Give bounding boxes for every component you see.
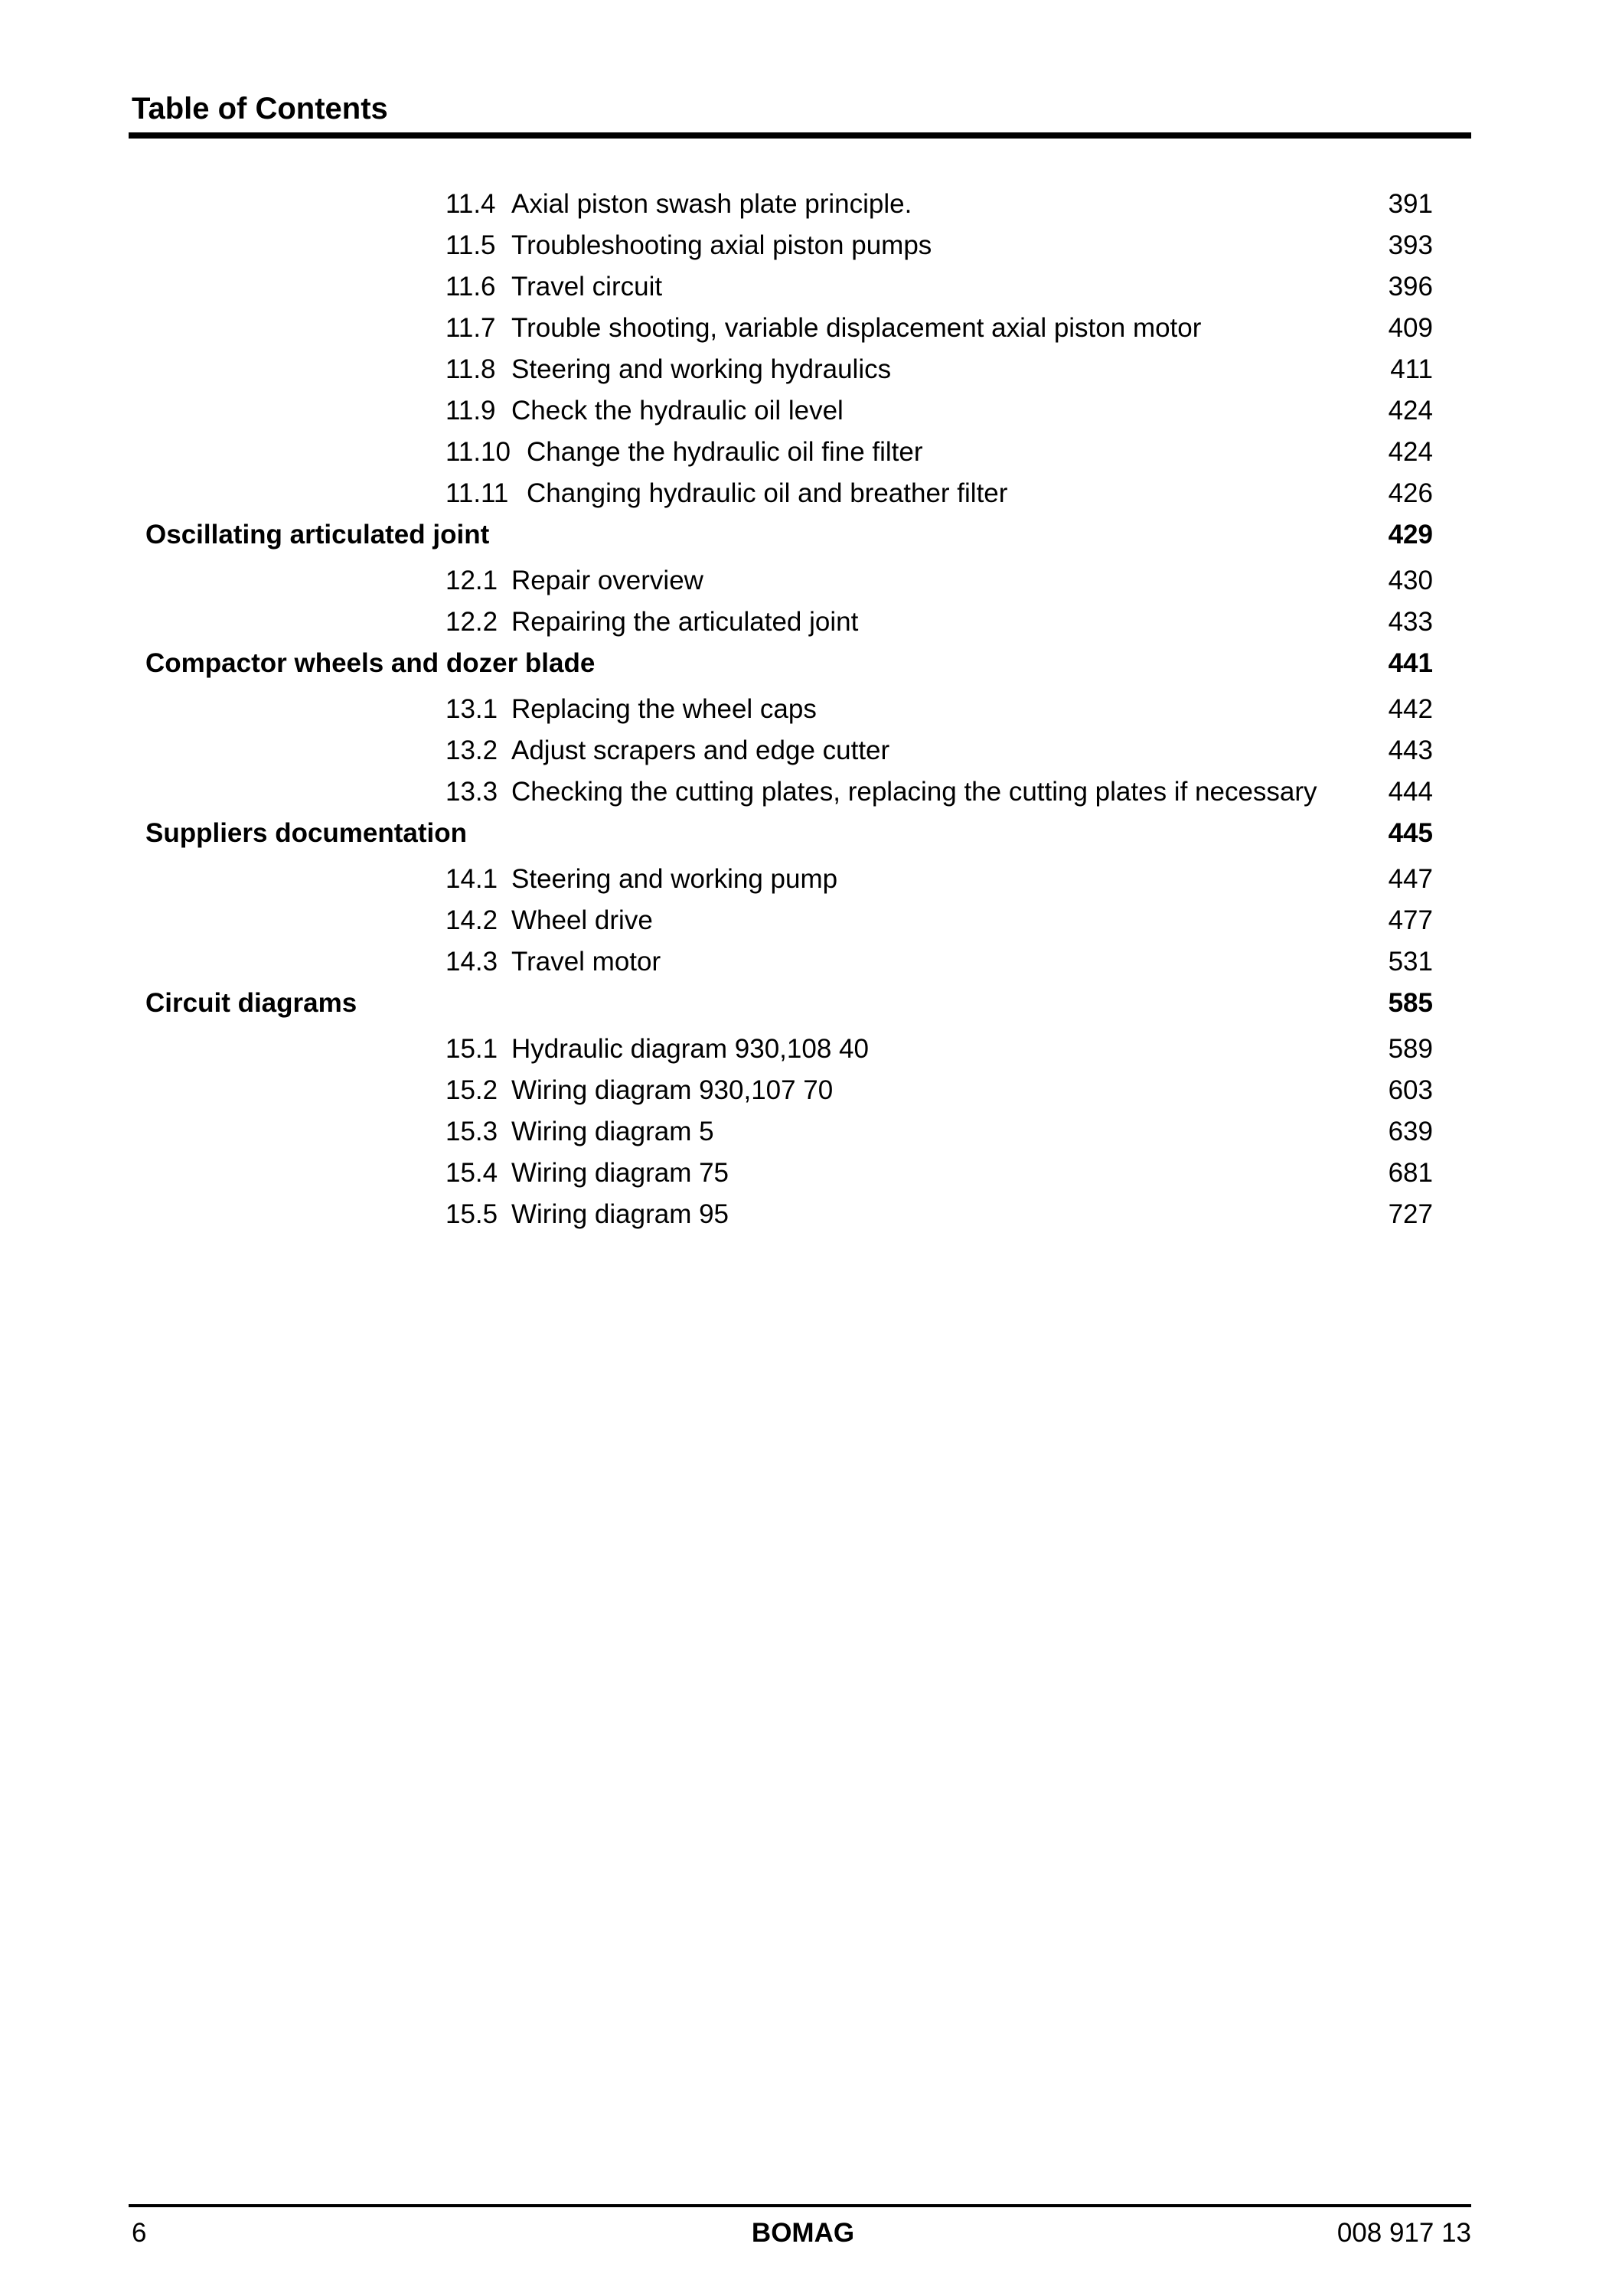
toc-entry-number: 15.3 <box>445 1117 498 1146</box>
toc-page-number: 409 <box>1388 313 1433 343</box>
toc-entry-number: 11.9 <box>445 396 496 426</box>
toc-page-number: 429 <box>1388 520 1433 550</box>
toc-entry-title: Axial piston swash plate principle. <box>511 189 912 219</box>
toc-chapter-row[interactable] <box>0 643 1622 684</box>
toc-page-number: 393 <box>1388 230 1433 260</box>
toc-entry-title: Travel circuit <box>511 272 663 302</box>
toc-entry-row[interactable] <box>0 1070 1622 1111</box>
toc-entry-row[interactable] <box>0 1153 1622 1194</box>
toc-entry-number: 14.1 <box>445 864 498 894</box>
toc-entry-title: Steering and working hydraulics <box>511 354 892 384</box>
toc-entry-title: Travel motor <box>511 947 661 977</box>
toc-entry-title: Wiring diagram 5 <box>511 1117 714 1146</box>
toc-entry-title: Wiring diagram 75 <box>511 1158 729 1188</box>
toc-chapter-title: Compactor wheels and dozer blade <box>145 648 596 678</box>
toc-entry-number: 15.2 <box>445 1075 498 1105</box>
toc-page-number: 426 <box>1388 478 1433 508</box>
toc-page-number: 396 <box>1388 272 1433 302</box>
toc-chapter-row[interactable] <box>0 983 1622 1024</box>
page-title: Table of Contents <box>132 92 388 126</box>
toc-entry-row[interactable] <box>0 1111 1622 1153</box>
toc-page-number: 727 <box>1388 1199 1433 1229</box>
toc-entry-number: 15.4 <box>445 1158 498 1188</box>
toc-entry-row[interactable] <box>0 602 1622 643</box>
toc-page-number: 585 <box>1388 988 1433 1018</box>
toc-chapter-row[interactable] <box>0 514 1622 556</box>
toc-entry-row[interactable] <box>0 266 1622 308</box>
toc-entry-number: 15.5 <box>445 1199 498 1229</box>
toc-entry-row[interactable] <box>0 689 1622 730</box>
toc-entry-number: 11.10 <box>445 437 511 467</box>
toc-page-number: 391 <box>1388 189 1433 219</box>
page-footer <box>0 2212 1622 2255</box>
toc-page-number: 424 <box>1388 437 1433 467</box>
toc-entry-row[interactable] <box>0 349 1622 390</box>
toc-entry-number: 13.2 <box>445 735 498 765</box>
toc-entry-title: Wiring diagram 930,107 70 <box>511 1075 834 1105</box>
toc-entry-number: 14.3 <box>445 947 498 977</box>
toc-entry-title: Changing hydraulic oil and breather filter <box>527 478 1008 508</box>
toc-entry-number: 15.1 <box>445 1034 498 1064</box>
toc-page-number: 443 <box>1388 735 1433 765</box>
toc-entry-title: Wiring diagram 95 <box>511 1199 729 1229</box>
toc-entry-row[interactable] <box>0 730 1622 771</box>
toc-entry-row[interactable] <box>0 900 1622 941</box>
toc-entry-row[interactable] <box>0 432 1622 473</box>
toc-page-number: 447 <box>1388 864 1433 894</box>
toc-entry-title: Wheel drive <box>511 905 653 935</box>
toc-entry-number: 11.6 <box>445 272 496 302</box>
toc-entry-number: 12.2 <box>445 607 498 637</box>
toc-chapter-title: Circuit diagrams <box>145 988 357 1018</box>
toc-entry-title: Change the hydraulic oil fine filter <box>527 437 923 467</box>
toc-entry-number: 14.2 <box>445 905 498 935</box>
toc-page-number: 430 <box>1388 566 1433 595</box>
toc-entry-title: Checking the cutting plates, replacing the cutting plates if necessary <box>511 777 1317 807</box>
toc-page-number: 424 <box>1388 396 1433 426</box>
toc-entry-row[interactable] <box>0 308 1622 349</box>
toc-page-number: 441 <box>1388 648 1433 678</box>
toc-entry-row[interactable] <box>0 859 1622 900</box>
toc-entry-number: 11.4 <box>445 189 496 219</box>
toc-entry-row[interactable] <box>0 390 1622 432</box>
toc-entry-title: Replacing the wheel caps <box>511 694 817 724</box>
toc-entry-title: Troubleshooting axial piston pumps <box>511 230 932 260</box>
toc-chapter-title: Oscillating articulated joint <box>145 520 490 550</box>
footer-brand: BOMAG <box>751 2218 855 2248</box>
toc-entry-title: Check the hydraulic oil level <box>511 396 844 426</box>
footer-divider <box>129 2204 1471 2207</box>
toc-entry-number: 11.7 <box>445 313 496 343</box>
toc-chapter-row[interactable] <box>0 813 1622 854</box>
toc-entry-row[interactable] <box>0 941 1622 983</box>
toc-entry-number: 12.1 <box>445 566 498 595</box>
toc-page-number: 411 <box>1390 354 1433 384</box>
toc-entry-number: 11.8 <box>445 354 496 384</box>
toc-page-number: 589 <box>1388 1034 1433 1064</box>
toc-page-number: 639 <box>1388 1117 1433 1146</box>
toc-entry-row[interactable] <box>0 560 1622 602</box>
toc-entry-title: Hydraulic diagram 930,108 40 <box>511 1034 869 1064</box>
toc-entry-title: Trouble shooting, variable displacement axial piston motor <box>511 313 1202 343</box>
toc-entry-title: Adjust scrapers and edge cutter <box>511 735 890 765</box>
toc-entry-number: 11.11 <box>445 478 509 508</box>
toc-page-number: 433 <box>1388 607 1433 637</box>
toc-page-number: 603 <box>1388 1075 1433 1105</box>
toc-entry-title: Steering and working pump <box>511 864 838 894</box>
toc-entry-row[interactable] <box>0 473 1622 514</box>
toc-entry-row[interactable] <box>0 184 1622 225</box>
toc-entry-title: Repairing the articulated joint <box>511 607 859 637</box>
toc-page-number: 681 <box>1388 1158 1433 1188</box>
toc-entry-row[interactable] <box>0 1194 1622 1235</box>
toc-entry-number: 11.5 <box>445 230 496 260</box>
toc-entry-number: 13.1 <box>445 694 498 724</box>
toc-entry-row[interactable] <box>0 1029 1622 1070</box>
toc-entry-row[interactable] <box>0 771 1622 813</box>
toc-page-number: 531 <box>1388 947 1433 977</box>
toc-page-number: 477 <box>1388 905 1433 935</box>
footer-document-number: 008 917 13 <box>1336 2218 1471 2248</box>
toc-chapter-title: Suppliers documentation <box>145 818 468 848</box>
toc-entry-title: Repair overview <box>511 566 703 595</box>
toc-page-number: 442 <box>1388 694 1433 724</box>
toc-page-number: 444 <box>1388 777 1433 807</box>
footer-page-number: 6 <box>132 2218 147 2248</box>
toc-page-number: 445 <box>1388 818 1433 848</box>
toc-entry-row[interactable] <box>0 225 1622 266</box>
toc-entry-number: 13.3 <box>445 777 498 807</box>
